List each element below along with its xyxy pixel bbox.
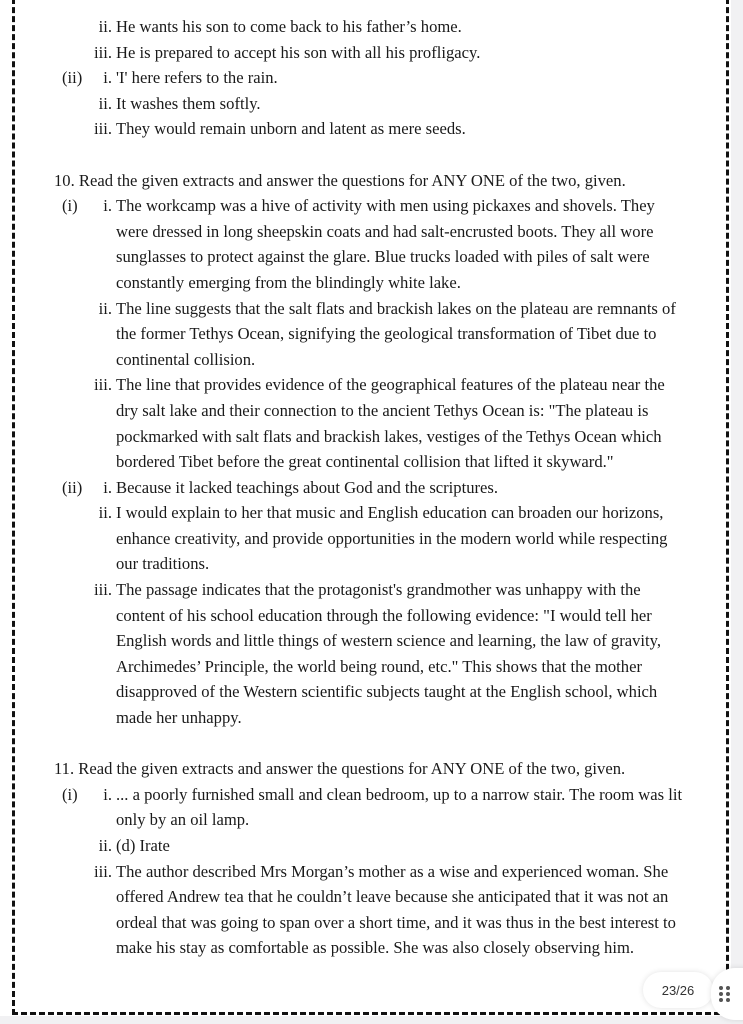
answer-item [0,500,731,577]
page-indicator[interactable] [643,972,713,1008]
answer-line [0,884,731,910]
answer-item [0,833,731,859]
answer-item [0,782,731,833]
answer-text: were dressed in long sheepskin coats and had salt-encrusted boots. They all wore [116,221,654,241]
answer-text: our traditions. [116,554,210,574]
drag-handle-icon [719,986,730,1002]
answer-line [0,14,731,40]
page-indicator-label: 23/26 [661,982,695,998]
roman-numeral-label: ii. [98,836,112,855]
answer-text: made her unhappy. [116,708,242,728]
answer-text: 'I' here refers to the rain. [116,68,278,88]
roman-numeral-label: ii. [98,298,112,318]
answer-text: offered Andrew tea that he couldn’t leave because she anticipated that it was not an [116,887,669,907]
answer-line [0,475,731,501]
answer-text: pockmarked with salt flats and brackish lakes, vestiges of the Tethys Ocean which [116,426,662,446]
answer-line [0,424,731,450]
question-number: 11. [54,759,75,779]
answer-line [0,244,731,270]
part-label: (ii) [62,68,83,88]
answer-line [0,551,731,577]
answer-line [0,500,731,526]
answer-line [0,807,731,833]
answer-text: It washes them softly. [116,93,261,113]
answer-item [0,40,731,66]
part-label: (i) [62,196,78,216]
answer-line [0,935,731,961]
answer-text: Archimedes’ Principle, the world being round, etc." This shows that the mother [116,656,642,676]
answer-text: dry salt lake and their connection to the ancient Tethys Ocean is: "The plateau is [116,400,649,420]
roman-numeral-label: ii. [98,93,112,113]
answer-line [0,859,731,885]
answer-item [0,577,731,731]
answer-text: ... a poorly furnished small and clean bedroom, up to a narrow stair. The room was lit [116,784,683,804]
answer-text: The passage indicates that the protagonist's grandmother was unhappy with the [116,580,641,600]
answer-text: enhance creativity, and provide opportunities in the modern world while respecting [116,528,668,548]
answer-line [0,782,731,808]
answer-line [0,270,731,296]
answer-line [0,910,731,936]
answer-line [0,526,731,552]
answer-text: the former Tethys Ocean, signifying the geological transformation of Tibet due to [116,324,657,344]
answer-item [0,116,731,142]
question-heading [0,168,731,194]
answer-text: He is prepared to accept his son with all his profligacy. [116,42,481,62]
answer-line [0,65,731,91]
roman-numeral-label: i. [103,68,112,88]
answer-item [0,296,731,373]
answer-text: English words and little things of western science and learning, the law of gravity, [116,631,661,651]
roman-numeral-label: iii. [94,861,112,881]
roman-numeral-label: iii. [94,42,112,62]
question-text: Read the given extracts and answer the questions for ANY ONE of the two, given. [78,759,626,779]
answer-item [0,14,731,40]
answer-line [0,296,731,322]
answer-text: The workcamp was a hive of activity with men using pickaxes and shovels. They [116,196,655,216]
answer-key-content [0,14,731,961]
answer-line [0,449,731,475]
question-text: Read the given extracts and answer the questions for ANY ONE of the two, given. [78,170,626,190]
answer-line [0,321,731,347]
roman-numeral-label: ii. [98,17,112,36]
answer-text: The line that provides evidence of the geographical features of the plateau near the [116,375,665,395]
question-heading [0,756,731,782]
answer-text: I would explain to her that music and English education can broaden our horizons, [116,503,664,523]
answer-line [0,603,731,629]
answer-text: They would remain unborn and latent as mere seeds. [116,119,466,139]
answer-text: The line suggests that the salt flats and brackish lakes on the plateau are remnants of [116,298,676,318]
answer-text: only by an oil lamp. [116,810,250,830]
answer-text: The author described Mrs Morgan’s mother as a wise and experienced woman. She [116,861,669,881]
answer-line [0,679,731,705]
answer-item [0,65,731,91]
answer-line [0,219,731,245]
answer-text: disapproved of the Western scientific subjects taught at the English school, which [116,682,658,702]
answer-item [0,859,731,961]
question-number: 10. [54,170,75,190]
answer-text: ordeal that was going to span over a short time, and it was thus in the best interest to [116,912,676,932]
answer-line [0,40,731,66]
roman-numeral-label: i. [103,196,112,216]
answer-line [0,347,731,373]
roman-numeral-label: iii. [94,119,112,139]
answer-line [0,91,731,117]
roman-numeral-label: i. [103,784,112,804]
answer-text: content of his school education through the following evidence: "I would tell her [116,605,652,625]
answer-line [0,654,731,680]
section-spacer [0,731,731,757]
answer-item [0,91,731,117]
roman-numeral-label: iii. [94,375,112,395]
answer-line [0,833,731,859]
answer-item [0,193,731,295]
roman-numeral-label: iii. [94,580,112,600]
part-label: (ii) [62,477,83,497]
answer-line [0,705,731,731]
answer-line [0,577,731,603]
answer-text: bordered Tibet before the great continental collision that lifted it skyward." [116,452,614,472]
answer-text: (d) Irate [116,836,170,855]
section-spacer [0,142,731,168]
answer-text: constantly emerging from the blindingly white lake. [116,272,461,292]
answer-item [0,475,731,501]
answer-line [0,398,731,424]
answer-line [0,116,731,142]
answer-text: continental collision. [116,349,256,369]
part-label: (i) [62,784,78,804]
answer-text: Because it lacked teachings about God and the scriptures. [116,477,498,497]
answer-line [0,372,731,398]
answer-line [0,628,731,654]
roman-numeral-label: ii. [98,503,112,523]
answer-text: He wants his son to come back to his father’s home. [116,17,462,36]
answer-item [0,372,731,474]
answer-text: make his stay as comfortable as possible. She was also closely observing him. [116,938,634,958]
roman-numeral-label: i. [103,477,112,497]
answer-text: sunglasses to protect against the glare. Blue trucks loaded with piles of salt were [116,247,650,267]
answer-line [0,193,731,219]
